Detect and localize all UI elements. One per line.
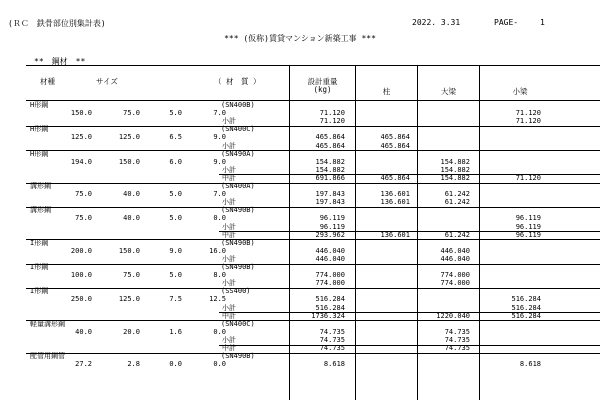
group-separator (26, 264, 600, 265)
material-grade: (SN490B) (221, 263, 255, 271)
size-dimension: 75.0 (123, 271, 140, 280)
material-name: I形鋼 (30, 287, 49, 296)
subtotal-label: 小計 (222, 165, 236, 174)
material-grade: (SN400C) (221, 319, 255, 328)
size-dimension: 20.0 (123, 327, 140, 336)
material-grade: (SN400A) (221, 182, 255, 190)
design-weight-value: 293.962 (315, 230, 345, 239)
design-weight-value: 774.000 (315, 271, 345, 280)
material-name: H形鋼 (30, 125, 49, 134)
size-dimension: 0.0 (213, 214, 226, 223)
pillar-value: 136.601 (380, 198, 410, 207)
design-weight-value: 465.864 (315, 141, 345, 150)
size-dimension: 40.0 (123, 214, 140, 223)
table-top-border (26, 65, 600, 66)
size-dimension: 100.0 (70, 271, 92, 280)
size-dimension: 0.0 (169, 360, 182, 369)
header-material: 材種 (40, 77, 55, 86)
column-divider-small-beam (479, 65, 480, 400)
report-date: 2022. 3.31 (412, 18, 461, 27)
small-beam-value: 71.120 (515, 109, 541, 118)
size-dimension: 75.0 (75, 190, 92, 199)
group-separator (26, 353, 600, 354)
subtotal-label: 小計 (222, 335, 236, 344)
subtotal-label: 小計 (222, 303, 236, 312)
size-dimension: 27.2 (75, 360, 92, 369)
size-dimension: 6.0 (169, 157, 182, 166)
project-title: *** (仮称)賃貸マンション新築工事 *** (224, 34, 376, 43)
page-number: 1 (540, 18, 545, 27)
header-small-beam: 小梁 (512, 87, 528, 96)
material-grade: (SN400B) (221, 101, 255, 109)
size-dimension: 6.5 (169, 133, 182, 142)
design-weight-value: 446.040 (315, 246, 345, 255)
design-weight-value: 74.735 (319, 327, 345, 336)
big-beam-value: 74.735 (444, 335, 470, 344)
size-dimension: 5.0 (169, 190, 182, 199)
pillar-value: 136.601 (380, 230, 410, 239)
material-grade: (SN490A) (221, 149, 255, 158)
size-dimension: 125.0 (70, 133, 92, 142)
subtotal-label: 中計 (222, 230, 236, 239)
design-weight-value: 774.000 (315, 279, 345, 288)
group-separator (26, 126, 600, 127)
size-dimension: 125.0 (118, 295, 140, 304)
size-dimension: 2.8 (127, 360, 140, 369)
size-dimension: 16.0 (209, 246, 226, 255)
size-dimension: 0.0 (213, 360, 226, 369)
design-weight-value: 74.735 (319, 335, 345, 344)
group-separator (26, 150, 600, 151)
material-grade: (SN490B) (221, 206, 255, 215)
pillar-value: 465.864 (380, 141, 410, 150)
design-weight-value: 516.284 (315, 303, 345, 312)
size-dimension: 194.0 (70, 157, 92, 166)
page-label: PAGE- (494, 18, 519, 27)
small-beam-value: 516.284 (511, 303, 541, 312)
size-dimension: 200.0 (70, 246, 92, 255)
header-big-beam: 大梁 (441, 87, 456, 96)
size-dimension: 9.0 (213, 133, 226, 142)
material-grade: (SN490B) (221, 352, 255, 361)
subtotal-label: 小計 (222, 198, 236, 207)
design-weight-value: 154.882 (315, 165, 345, 174)
big-beam-value: 61.242 (444, 198, 470, 207)
size-dimension: 1.6 (169, 327, 182, 336)
pillar-value: 136.601 (380, 190, 410, 199)
header-quality: （ 材 質 ） (214, 77, 261, 86)
size-dimension: 0.0 (213, 327, 226, 336)
report-type-title: (ＲＣ 鉄骨部位別集計表) (8, 19, 106, 28)
design-weight-value: 74.735 (319, 344, 345, 352)
big-beam-value: 774.000 (440, 279, 470, 288)
material-name: H形鋼 (30, 149, 49, 158)
design-weight-value: 516.284 (315, 295, 345, 304)
subtotal-rule (219, 312, 600, 313)
big-beam-value: 154.882 (440, 165, 470, 174)
header-pillar: 柱 (382, 87, 391, 96)
size-dimension: 150.0 (118, 246, 140, 255)
group-separator (26, 288, 600, 289)
subtotal-label: 小計 (222, 222, 236, 231)
size-dimension: 5.0 (169, 271, 182, 280)
design-weight-value: 691.866 (315, 173, 345, 182)
material-name: H形鋼 (30, 101, 49, 109)
small-beam-value: 71.120 (515, 117, 541, 126)
size-dimension: 8.0 (213, 271, 226, 280)
material-name: 配管用鋼管 (30, 352, 65, 361)
design-weight-value: 71.120 (319, 117, 345, 126)
design-weight-value: 96.119 (319, 214, 345, 223)
subtotal-label: 小計 (222, 279, 236, 288)
group-separator (26, 320, 600, 321)
big-beam-value: 74.735 (444, 327, 470, 336)
subtotal-rule (219, 345, 600, 346)
material-grade: (SS400) (221, 287, 251, 296)
size-dimension: 150.0 (70, 109, 92, 118)
material-name: 軽量溝形鋼 (30, 319, 65, 328)
section-title: ** 鋼材 ** (34, 57, 86, 66)
pillar-value: 465.864 (380, 173, 410, 182)
material-name: 溝形鋼 (30, 206, 51, 215)
design-weight-value: 197.843 (315, 198, 345, 207)
subtotal-label: 小計 (222, 141, 236, 150)
header-unit: (kg) (313, 85, 332, 94)
group-separator (26, 207, 600, 208)
big-beam-value: 446.040 (440, 246, 470, 255)
size-dimension: 75.0 (75, 214, 92, 223)
small-beam-value: 516.284 (511, 311, 541, 320)
design-weight-value: 8.618 (323, 360, 345, 369)
size-dimension: 40.0 (75, 327, 92, 336)
big-beam-value: 446.040 (440, 254, 470, 263)
design-weight-value: 446.040 (315, 254, 345, 263)
design-weight-value: 197.843 (315, 190, 345, 199)
small-beam-value: 96.119 (515, 222, 541, 231)
size-dimension: 5.0 (169, 214, 182, 223)
big-beam-value: 61.242 (444, 190, 470, 199)
subtotal-label: 小計 (222, 117, 236, 126)
design-weight-value: 71.120 (319, 109, 345, 118)
big-beam-value: 774.000 (440, 271, 470, 280)
size-dimension: 75.0 (123, 109, 140, 118)
small-beam-value: 516.284 (511, 295, 541, 304)
header-size: サイズ (96, 77, 118, 86)
design-weight-value: 96.119 (319, 222, 345, 231)
table-header-border (26, 100, 600, 101)
big-beam-value: 154.882 (440, 173, 470, 182)
small-beam-value: 96.119 (515, 214, 541, 223)
group-separator (26, 183, 600, 184)
size-dimension: 7.0 (213, 109, 226, 118)
size-dimension: 9.0 (213, 157, 226, 166)
size-dimension: 7.5 (169, 295, 182, 304)
small-beam-value: 96.119 (515, 230, 541, 239)
size-dimension: 7.0 (213, 190, 226, 199)
size-dimension: 12.5 (209, 295, 226, 304)
subtotal-label: 中計 (222, 173, 236, 182)
size-dimension: 150.0 (118, 157, 140, 166)
material-grade: (SN400C) (221, 125, 255, 134)
subtotal-label: 小計 (222, 254, 236, 263)
small-beam-value: 71.120 (515, 173, 541, 182)
material-name: I形鋼 (30, 238, 49, 247)
big-beam-value: 1220.040 (436, 311, 470, 320)
pillar-value: 465.864 (380, 133, 410, 142)
group-separator (26, 239, 600, 240)
material-name: 溝形鋼 (30, 182, 51, 190)
size-dimension: 125.0 (118, 133, 140, 142)
header-design-weight: 設計重量 (307, 77, 338, 86)
size-dimension: 250.0 (70, 295, 92, 304)
subtotal-label: 中計 (222, 344, 236, 352)
big-beam-value: 61.242 (444, 230, 470, 239)
design-weight-value: 465.864 (315, 133, 345, 142)
big-beam-value: 154.882 (440, 157, 470, 166)
size-dimension: 9.0 (169, 246, 182, 255)
subtotal-label: 中計 (222, 311, 236, 320)
material-name: I形鋼 (30, 263, 49, 271)
design-weight-value: 154.882 (315, 157, 345, 166)
small-beam-value: 8.618 (519, 360, 541, 369)
size-dimension: 40.0 (123, 190, 140, 199)
size-dimension: 5.0 (169, 109, 182, 118)
big-beam-value: 74.735 (444, 344, 470, 352)
material-grade: (SN490B) (221, 238, 255, 247)
design-weight-value: 1736.324 (311, 311, 345, 320)
